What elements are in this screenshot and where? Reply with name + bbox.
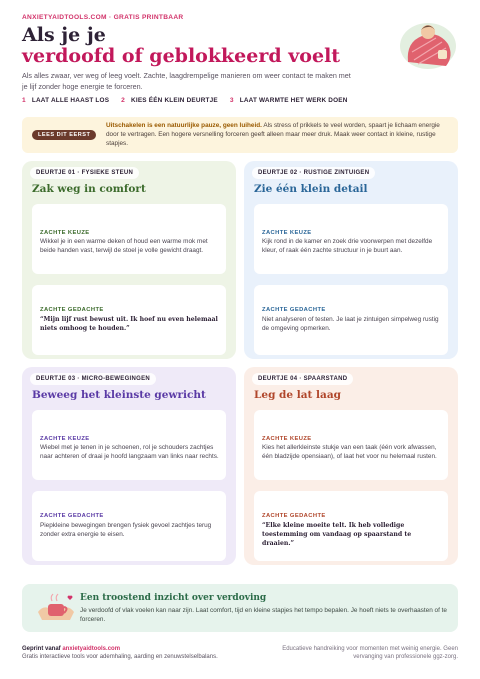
- gentle-choice-box: [254, 410, 448, 480]
- box-label: ZACHTE GEDACHTE: [262, 307, 326, 313]
- printed-prefix: Geprint vanaf: [22, 646, 63, 652]
- card-title: Leg de lat laag: [254, 389, 341, 401]
- steps-row: [22, 97, 348, 104]
- gentle-thought-box: [32, 285, 226, 355]
- notice-body: Als stress of prikkels te veel worden, spaart je lichaam energie door te vertragen. Een hogere versnelling forceren geeft alleen maar meer druk. Maak weer contact in kleine, rustige stapjes.: [106, 122, 440, 147]
- box-text: Kies het allerkleinste stukje van een taak (één vork afwassen, één bladzijde opensiaan), of laat het voor nu helemaal rusten.: [262, 444, 437, 460]
- comforting-insight-panel: [22, 584, 458, 632]
- step-number: 3: [229, 97, 234, 104]
- step-1: [22, 97, 109, 104]
- box-label: ZACHTE KEUZE: [40, 436, 90, 442]
- door-card-4: [244, 367, 458, 565]
- card-tag: DEURTJE 02 · RUSTIGE ZINTUIGEN: [252, 167, 375, 179]
- page-title-line1: Als je je: [22, 24, 106, 46]
- insight-title: Een troostend inzicht over verdoving: [80, 593, 267, 603]
- step-number: 2: [121, 97, 126, 104]
- gentle-thought-box: [254, 285, 448, 355]
- insight-text: Je verdoofd of vlak voelen kan naar zijn. Laat comfort, tijd en kleine stapjes het tempo bepalen. Je hoeft niets te overhaasten of te forceren.: [80, 607, 447, 623]
- box-label: ZACHTE KEUZE: [40, 230, 90, 236]
- step-label: LAAT ALLE HAAST LOS: [31, 97, 110, 104]
- box-label: ZACHTE KEUZE: [262, 230, 312, 236]
- card-tag: DEURTJE 01 · FYSIEKE STEUN: [30, 167, 139, 179]
- door-card-3: [22, 367, 236, 565]
- gentle-thought-box: [32, 491, 226, 561]
- card-tag: DEURTJE 04 · SPAARSTAND: [252, 373, 353, 385]
- box-label: ZACHTE KEUZE: [262, 436, 312, 442]
- card-title: Beweeg het kleinste gewricht: [32, 389, 206, 401]
- gentle-choice-box: [254, 204, 448, 274]
- site-link[interactable]: anxietyaidtools.com: [62, 646, 121, 652]
- card-title: Zie één klein detail: [254, 183, 368, 195]
- gentle-choice-box: [32, 204, 226, 274]
- step-number: 1: [22, 97, 26, 104]
- step-2: [121, 97, 218, 104]
- step-label: KIES ÉÉN KLEIN DEURTJE: [131, 97, 218, 104]
- notice-text: [106, 122, 451, 148]
- box-label: ZACHTE GEDACHTE: [40, 307, 104, 313]
- read-first-notice: [22, 117, 458, 153]
- notice-bold: Uitschakelen is een natuurlijke pauze, geen luiheid.: [106, 122, 262, 129]
- footer-disclaimer: Educatieve handreiking voor momenten met weinig energie. Geen vervanging van professionele ggz-zorg.: [282, 646, 458, 660]
- step-3: [230, 97, 348, 104]
- warm-mug-icon: [34, 590, 78, 626]
- box-label: ZACHTE GEDACHTE: [262, 513, 326, 519]
- gentle-thought-box: [254, 491, 448, 561]
- box-text: “Mijn lijf rust bewust uit. Ik hoef nu even helemaal niets omhoog te houden.”: [40, 316, 218, 332]
- footer-subtext: Gratis interactieve tools voor ademhaling, aarding en zenuwstelselbalans.: [22, 654, 218, 660]
- printed-from: [22, 645, 222, 653]
- card-tag: DEURTJE 03 · MICRO-BEWEGINGEN: [30, 373, 156, 385]
- box-text: Wikkel je in een warme deken of houd een warme mok met beide handen vast, terwijl de stoel je volle gewicht draagt.: [40, 238, 208, 254]
- box-text: Piepkleine bewegingen brengen fysiek gevoel zachtjes terug zonder extra energie te eisen.: [40, 522, 212, 538]
- door-card-1: [22, 161, 236, 359]
- intro-text: Als alles zwaar, ver weg of leeg voelt. Zachte, laagdrempelige manieren om weer contact te maken met je lijf zonder hoge energie te forceren.: [22, 71, 351, 91]
- box-text: Kijk rond in de kamer en zoek drie voorwerpen met dezelfde kleur, of raak één zachte structuur in je buurt aan.: [262, 238, 433, 254]
- card-title: Zak weg in comfort: [32, 183, 146, 195]
- step-label: LAAT WARMTE HET WERK DOEN: [239, 97, 348, 104]
- door-card-2: [244, 161, 458, 359]
- box-text: “Elke kleine moeite telt. Ik heb volledige toestemming om vandaag op spaarstand te draaien.”: [262, 522, 412, 547]
- box-label: ZACHTE GEDACHTE: [40, 513, 104, 519]
- box-text: Niet analyseren of testen. Je laat je zintuigen simpelweg rustig de omgeving opmerken.: [262, 316, 439, 332]
- read-first-badge: LEES DIT EERST: [32, 130, 96, 140]
- blanket-person-illustration: [398, 16, 458, 70]
- box-text: Wiebel met je tenen in je schoenen, rol je schouders zachtjes naar achteren of draai je hoofd langzaam van links naar rechts.: [40, 444, 219, 460]
- gentle-choice-box: [32, 410, 226, 480]
- page-title-line2: verdoofd of geblokkeerd voelt: [22, 45, 341, 67]
- footer-left: [22, 645, 222, 661]
- brand-label: ANXIETYAIDTOOLS.COM · GRATIS PRINTBAAR: [22, 14, 184, 21]
